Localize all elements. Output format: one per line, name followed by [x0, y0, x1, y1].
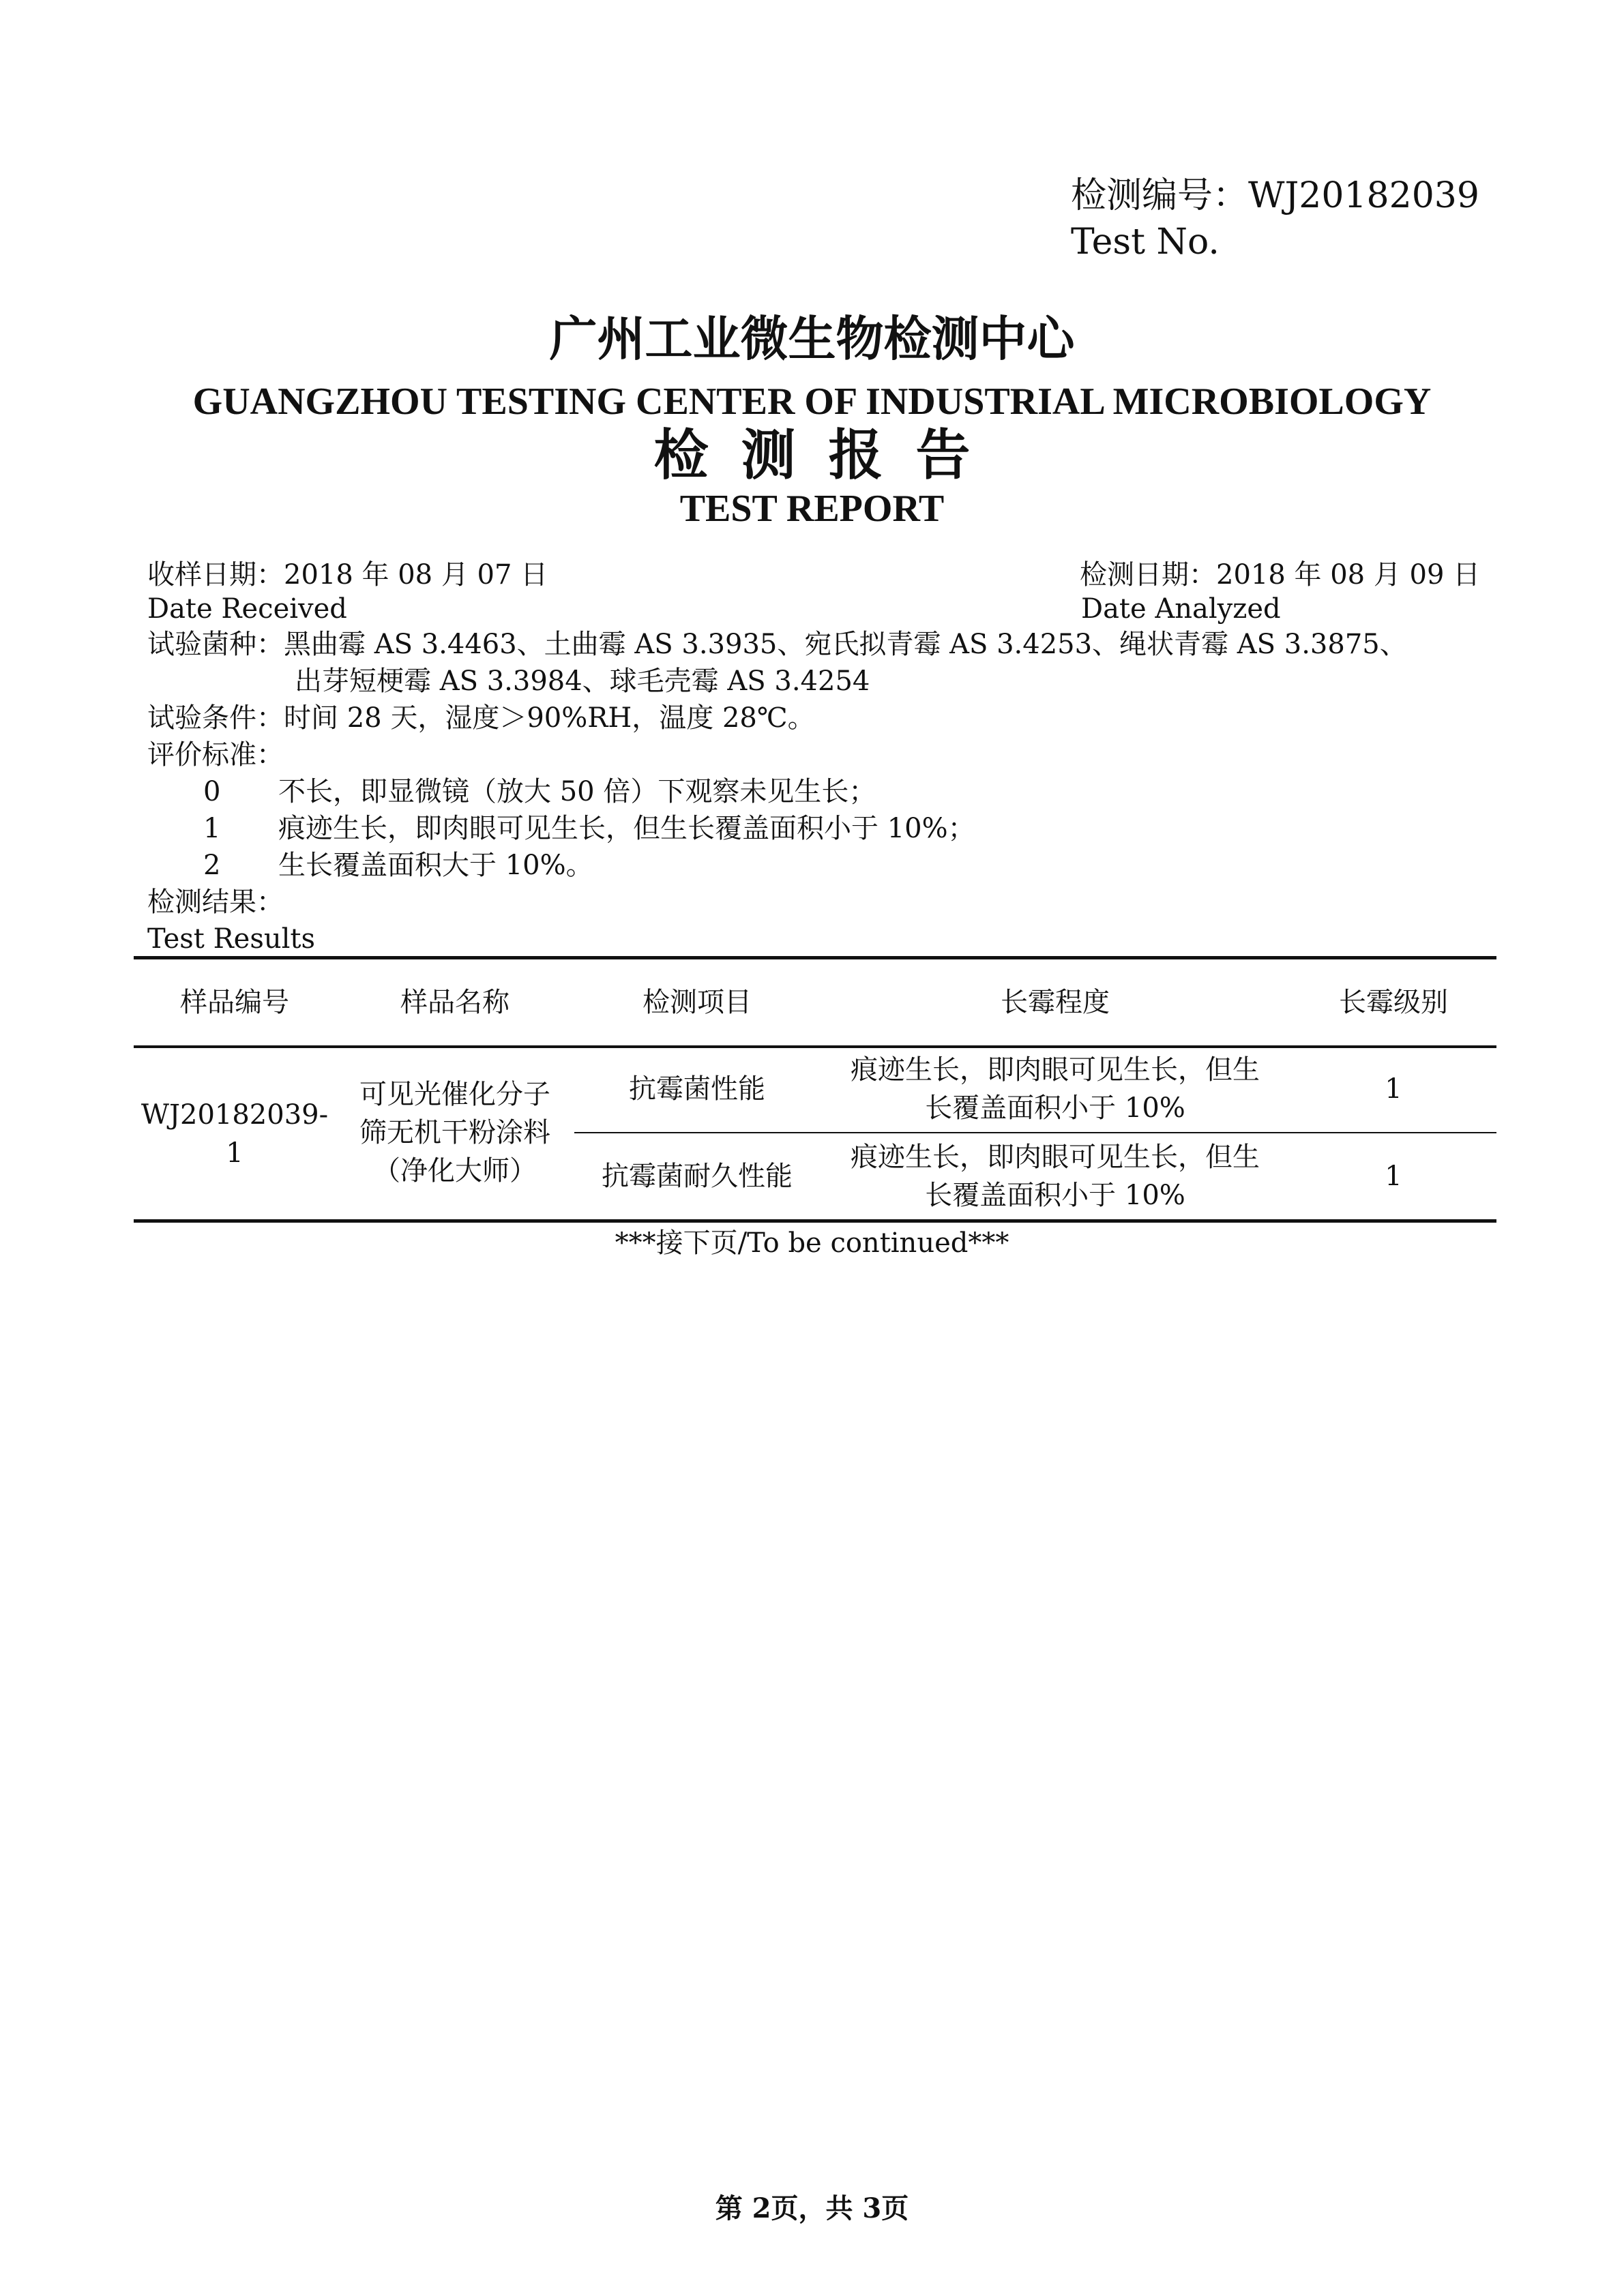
table-bottom-rule — [134, 1219, 1496, 1223]
mold-degree-line: 痕迹生长，即肉眼可见生长，但生 — [851, 1142, 1260, 1173]
results-label-cn: 检测结果： — [147, 886, 284, 918]
mold-level: 1 — [1290, 1046, 1496, 1133]
results-label-en: Test Results — [147, 923, 316, 955]
mold-degree — [820, 1046, 1290, 1133]
organization-title-cn: 广州工业微生物检测中心 — [549, 311, 1075, 367]
continued-note: ***接下页/To be continued*** — [615, 1227, 1009, 1259]
criteria-text: 痕迹生长，即肉眼可见生长，但生长覆盖面积小于 10%； — [278, 813, 975, 844]
sample-name — [336, 1046, 574, 1219]
criteria-level: 2 — [203, 850, 221, 881]
header-mold-level: 长霉级别 — [1339, 987, 1448, 1018]
test-number-block — [1071, 174, 1479, 264]
mold-degree-line: 长覆盖面积小于 10% — [925, 1180, 1185, 1211]
header-sample-name: 样品名称 — [400, 987, 510, 1018]
date-analyzed-cn: 检测日期：2018 年 08 月 09 日 — [1080, 559, 1481, 591]
test-number-label-en: Test No. — [1071, 222, 1220, 263]
header-test-item: 检测项目 — [643, 987, 752, 1018]
test-strains-line-2: 出芽短梗霉 AS 3.3984、球毛壳霉 AS 3.4254 — [295, 666, 870, 697]
criteria-level: 1 — [203, 813, 221, 844]
mold-degree — [820, 1133, 1290, 1219]
table-row — [134, 1046, 1496, 1133]
test-conditions: 试验条件：时间 28 天，湿度＞90%RH，温度 28℃。 — [147, 702, 815, 734]
date-analyzed-en: Date Analyzed — [1081, 593, 1281, 625]
test-strains-line-1: 试验菌种：黑曲霉 AS 3.4463、土曲霉 AS 3.3935、宛氏拟青霉 AS 3.4253、绳状青霉 AS 3.3875、 — [147, 629, 1407, 660]
test-number: 检测编号：WJ20182039 — [1071, 175, 1479, 216]
date-received-en: Date Received — [147, 593, 347, 625]
test-item: 抗霉菌耐久性能 — [602, 1161, 793, 1192]
report-title-en: TEST REPORT — [679, 488, 945, 530]
page-footer: 第 2页，共 3页 — [715, 2192, 909, 2224]
criteria-text: 生长覆盖面积大于 10%。 — [278, 850, 593, 881]
mold-degree-line: 痕迹生长，即肉眼可见生长，但生 — [851, 1054, 1260, 1086]
test-item: 抗霉菌性能 — [574, 1046, 820, 1133]
results-table — [134, 959, 1496, 1219]
criteria-text: 不长，即显微镜（放大 50 倍）下观察未见生长； — [278, 776, 876, 807]
header-mold-degree: 长霉程度 — [1001, 987, 1110, 1018]
mold-level: 1 — [1385, 1161, 1402, 1192]
mold-degree-line: 长覆盖面积小于 10% — [925, 1092, 1185, 1124]
criteria-level: 0 — [203, 776, 221, 807]
sample-name-line: 筛无机干粉涂料 — [359, 1117, 550, 1148]
sample-name-line: 可见光催化分子 — [359, 1079, 550, 1110]
report-title-cn: 检测报告 — [653, 423, 1003, 487]
table-header-row — [134, 959, 1496, 1046]
criteria-label: 评价标准： — [147, 739, 284, 771]
sample-name-line: （净化大师） — [373, 1155, 537, 1187]
header-sample-id: 样品编号 — [180, 987, 289, 1018]
organization-title-en: GUANGZHOU TESTING CENTER OF INDUSTRIAL MICROBIOLOGY — [192, 381, 1432, 423]
date-received-cn: 收样日期：2018 年 08 月 07 日 — [147, 559, 548, 591]
sample-id: WJ20182039-1 — [141, 1099, 329, 1169]
